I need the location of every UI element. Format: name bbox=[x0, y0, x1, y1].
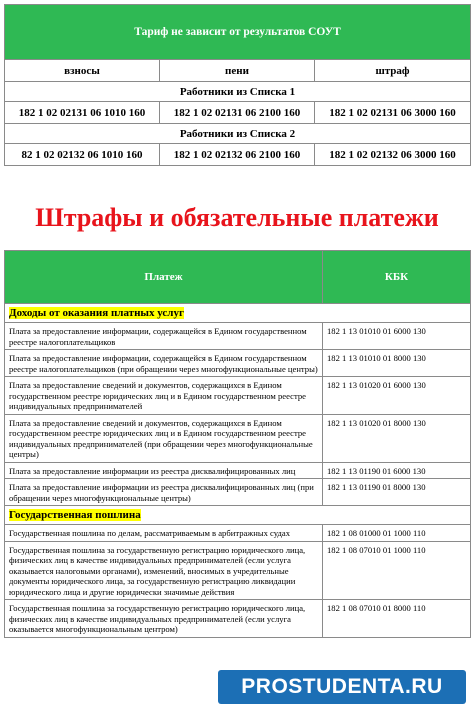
payment-cell: Плата за предоставление информации, содержащейся в Едином государственном реестре налогоплательщиков (при обращении через многофункциональные центры) bbox=[5, 350, 323, 377]
kbk-cell: 182 1 08 07010 01 1000 110 bbox=[323, 541, 471, 600]
kbk-cell: 182 1 13 01020 01 6000 130 bbox=[323, 377, 471, 415]
kbk-cell: 182 1 13 01010 01 6000 130 bbox=[323, 323, 471, 350]
table-row bbox=[5, 414, 471, 462]
kbk-cell: 182 1 08 01000 01 1000 110 bbox=[323, 525, 471, 542]
section-title: Доходы от оказания платных услуг bbox=[9, 307, 184, 319]
table-row bbox=[5, 541, 471, 600]
table-row bbox=[5, 462, 471, 479]
payment-cell: Плата за предоставление сведений и документов, содержащихся в Едином государственном реестре юридических лиц и в Едином государственном реестре индивидуальных предпринимателей (при обращении через многофункциональные центры) bbox=[5, 414, 323, 462]
payment-cell: Плата за предоставление сведений и документов, содержащихся в Едином государственном реестре юридических лиц и в Едином государственном реестре индивидуальных предпринимателей bbox=[5, 377, 323, 415]
table-row bbox=[5, 479, 471, 506]
kbk-code-cell: 182 1 02 02132 06 2100 160 bbox=[160, 144, 315, 166]
section-row-state-duty bbox=[5, 506, 471, 525]
table-row bbox=[5, 525, 471, 542]
kbk-code-cell: 182 1 02 02131 06 3000 160 bbox=[315, 102, 471, 124]
payments-table bbox=[4, 250, 471, 638]
payment-cell: Плата за предоставление информации из реестра дисквалифицированных лиц bbox=[5, 462, 323, 479]
kbk-cell: 182 1 13 01190 01 8000 130 bbox=[323, 479, 471, 506]
kbk-cell: 182 1 13 01020 01 8000 130 bbox=[323, 414, 471, 462]
kbk-code-cell: 182 1 02 02131 06 1010 160 bbox=[5, 102, 160, 124]
payment-cell: Государственная пошлина за государственную регистрацию юридического лица, физических лиц в качестве индивидуальных предпринимателей (если услуга оказывается налоговыми органами), изменений, вносимых в учредительные документы юридического лица, за государственную регистрацию ликвидации юридического лица и другие юридически значимые действия bbox=[5, 541, 323, 600]
section-row-paid-services bbox=[5, 304, 471, 323]
table-row bbox=[5, 377, 471, 415]
kbk-cell: 182 1 08 07010 01 8000 110 bbox=[323, 600, 471, 638]
group-row-list-2: Работники из Списка 2 bbox=[5, 124, 471, 144]
section-title: Государственная пошлина bbox=[9, 509, 141, 521]
table-row bbox=[5, 323, 471, 350]
group-row-list-1: Работники из Списка 1 bbox=[5, 82, 471, 102]
kbk-cell: 182 1 13 01010 01 8000 130 bbox=[323, 350, 471, 377]
payment-cell: Плата за предоставление информации, содержащейся в Едином государственном реестре налогоплательщиков bbox=[5, 323, 323, 350]
column-header-penalties: пени bbox=[160, 60, 315, 82]
column-header-kbk: КБК bbox=[323, 251, 471, 304]
kbk-top-table bbox=[4, 4, 471, 166]
column-header-fines: штраф bbox=[315, 60, 471, 82]
section-heading: Штрафы и обязательные платежи bbox=[35, 203, 439, 232]
kbk-code-cell: 82 1 02 02132 06 1010 160 bbox=[5, 144, 160, 166]
kbk-cell: 182 1 13 01190 01 6000 130 bbox=[323, 462, 471, 479]
watermark-logo bbox=[218, 670, 466, 704]
payment-cell: Плата за предоставление информации из реестра дисквалифицированных лиц (при обращении через многофункциональные центры) bbox=[5, 479, 323, 506]
payment-cell: Государственная пошлина за государственную регистрацию юридического лица, физических лиц в качестве индивидуальных предпринимателей (если услуга оказывается многофункциональным центром) bbox=[5, 600, 323, 638]
kbk-code-cell: 182 1 02 02132 06 3000 160 bbox=[315, 144, 471, 166]
column-header-payment: Платеж bbox=[5, 251, 323, 304]
table-header: Тариф не зависит от результатов СОУТ bbox=[5, 5, 471, 60]
table-row bbox=[5, 350, 471, 377]
column-header-contributions: взносы bbox=[5, 60, 160, 82]
kbk-code-cell: 182 1 02 02131 06 2100 160 bbox=[160, 102, 315, 124]
table-row bbox=[5, 600, 471, 638]
watermark-text: PROSTUDENTA.RU bbox=[241, 675, 443, 698]
payment-cell: Государственная пошлина по делам, рассматриваемым в арбитражных судах bbox=[5, 525, 323, 542]
